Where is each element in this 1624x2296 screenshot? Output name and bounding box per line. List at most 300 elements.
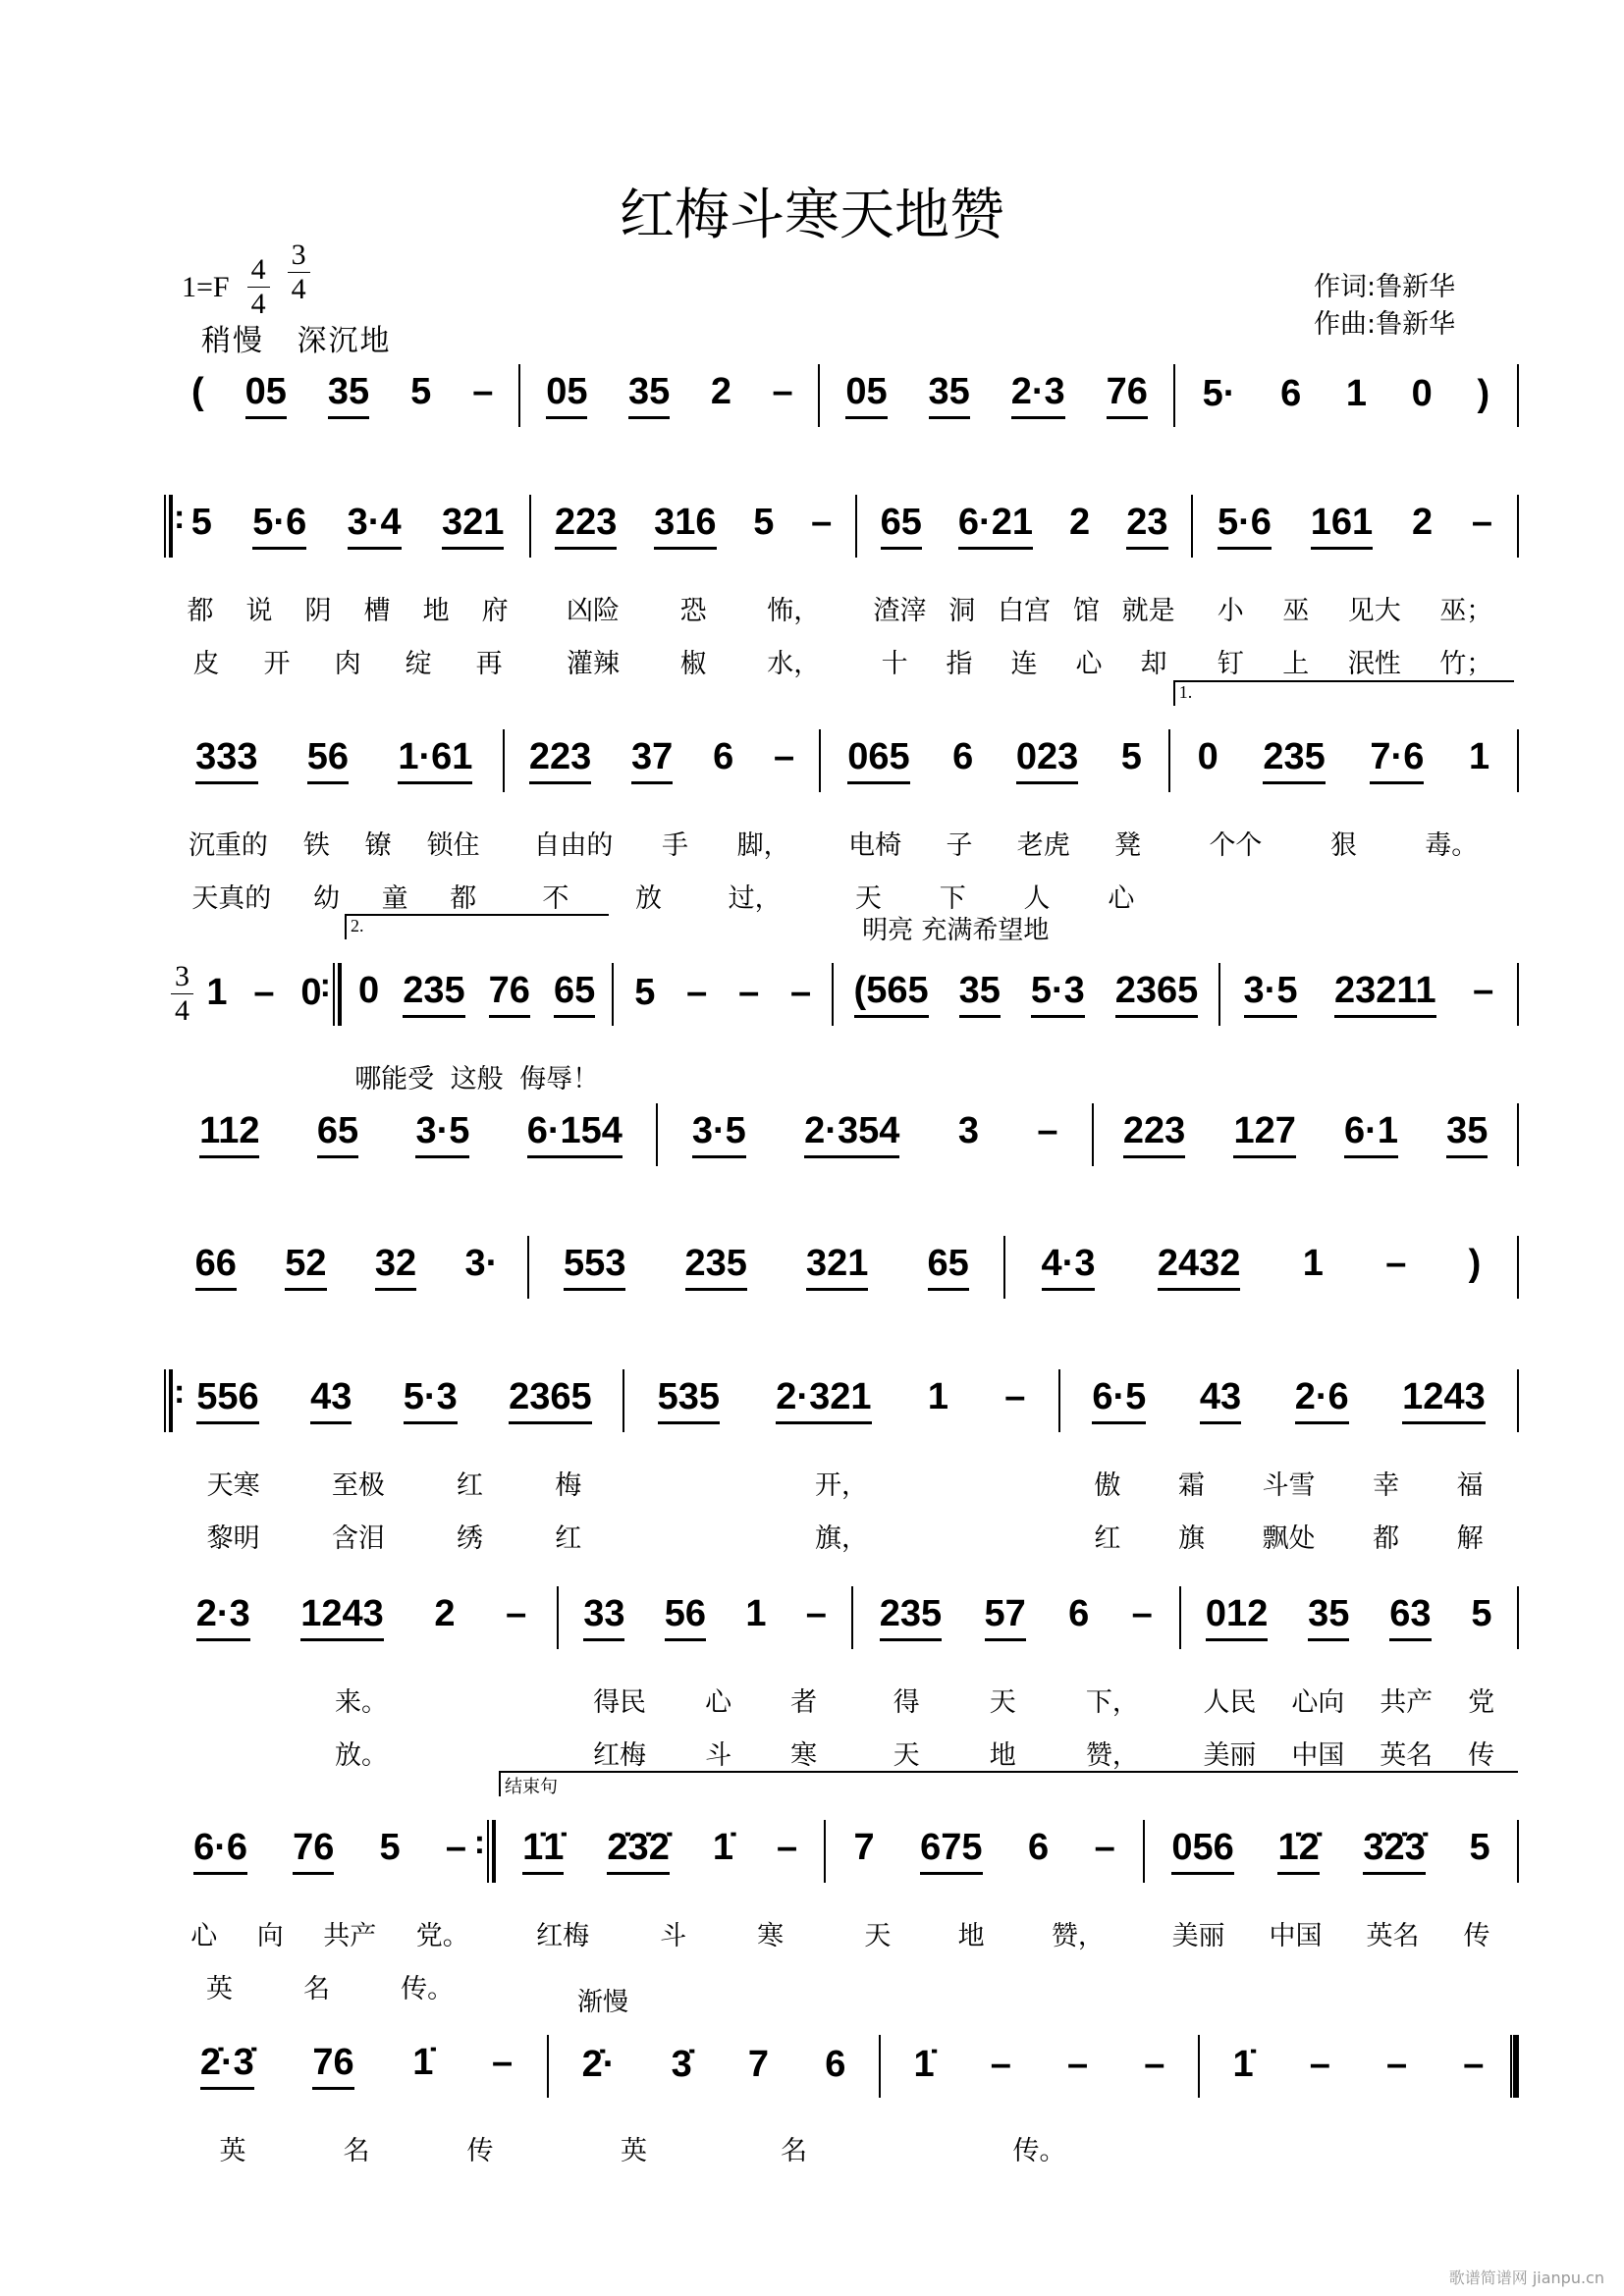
- lyric-line-2: [165, 642, 530, 680]
- key-and-time-signature: [182, 239, 310, 321]
- note: 35: [328, 370, 369, 419]
- lyric-syllable: 中国: [1291, 1740, 1345, 1771]
- lyric-syllable: 英: [621, 2136, 647, 2166]
- lyric-syllable: 自由的: [533, 830, 614, 861]
- volta-bracket: 结束句: [499, 1771, 1518, 1796]
- barline: [1517, 1103, 1519, 1166]
- barline: [1517, 729, 1519, 792]
- note-group: [548, 2021, 880, 2109]
- lyric-line-2: [1059, 1517, 1518, 1555]
- lyric-syllable: 手: [661, 830, 688, 861]
- note: 1: [927, 1376, 948, 1417]
- lyric-syllable: 美丽: [1203, 1740, 1257, 1771]
- note: 3̇2̇3̇: [1363, 1826, 1425, 1875]
- note: 5: [753, 502, 775, 543]
- note-group: [825, 1806, 1144, 1895]
- note: –: [1471, 502, 1493, 543]
- measure: [1004, 1222, 1518, 1310]
- note: 2: [710, 371, 731, 412]
- lyric-line-2: [504, 877, 821, 915]
- barline: [1510, 2035, 1519, 2098]
- note: 23: [1126, 501, 1167, 550]
- note-group: [1180, 1573, 1519, 1661]
- lyric-syllable: 红: [555, 1523, 582, 1554]
- note: ): [1477, 372, 1490, 414]
- note: 1: [1469, 736, 1490, 777]
- lyric-syllable: 小: [1217, 596, 1244, 626]
- note: –: [790, 971, 812, 1013]
- note: 2365: [509, 1375, 592, 1424]
- lyric-syllable: 天: [989, 1687, 1016, 1718]
- measure: [833, 916, 1219, 1038]
- notes-text: [534, 1242, 999, 1291]
- note: 2·321: [776, 1375, 871, 1424]
- lyric-syllable: 馆: [1072, 596, 1100, 626]
- note: 56: [665, 1592, 706, 1641]
- barline: [1517, 1236, 1519, 1299]
- notes-text: [171, 1242, 522, 1291]
- lyric-syllable: 不: [542, 883, 569, 914]
- note: –: [1067, 2043, 1089, 2085]
- note: 35: [1446, 1109, 1488, 1158]
- measure: [165, 949, 341, 1038]
- lyric-syllable: 沉重的: [188, 830, 268, 861]
- note: 056: [1171, 1826, 1233, 1875]
- note: 0: [300, 971, 322, 1013]
- lyric-syllable: 名: [303, 1974, 331, 2004]
- lyric-syllable: 钉: [1217, 649, 1244, 679]
- notes-text: [886, 2043, 1193, 2089]
- lyric-syllable: 老虎: [1016, 830, 1070, 861]
- note: –: [1309, 2043, 1330, 2085]
- note-group: [1174, 350, 1518, 439]
- note: 535: [658, 1375, 720, 1424]
- lyric-syllable: 都: [1373, 1523, 1400, 1554]
- lyric-syllable: 这般: [450, 1064, 504, 1095]
- lyric-syllable: 斗: [660, 1921, 687, 1951]
- lyric-syllable: 哪能受: [354, 1064, 435, 1095]
- lyric-syllable: 红梅: [536, 1921, 590, 1951]
- lyric-line-1: [504, 824, 821, 862]
- lyric-syllable: 绣: [457, 1523, 484, 1554]
- lyric-syllable: 人民: [1203, 1687, 1257, 1718]
- note: 5·3: [404, 1375, 458, 1424]
- note: 6·21: [958, 501, 1033, 550]
- lyric-syllable: 得民: [593, 1687, 647, 1718]
- note: 023: [1016, 735, 1078, 784]
- note: 2365: [1115, 969, 1199, 1018]
- time-top: : 3: [171, 960, 193, 994]
- lyric-line-2: [165, 1967, 495, 2005]
- note: 235: [685, 1242, 747, 1291]
- measure: [530, 481, 856, 679]
- lyric-line-2: [856, 642, 1192, 680]
- lyric-syllable: 皮: [192, 649, 220, 679]
- note: 05: [245, 370, 287, 419]
- lyric-syllable: 肉: [334, 649, 361, 679]
- note: 5·3: [1031, 969, 1085, 1018]
- measure: [1144, 1806, 1518, 1951]
- lyric-syllable: 就是: [1121, 596, 1175, 626]
- lyric-syllable: 过，: [728, 883, 782, 914]
- note: 2: [1411, 502, 1434, 543]
- lyric-syllable: 得: [893, 1687, 920, 1718]
- notes-text: [171, 735, 498, 784]
- measure: [548, 1988, 880, 2166]
- note: –: [777, 1827, 798, 1868]
- lyric-syllable: 来。: [335, 1687, 389, 1718]
- lyric-syllable: 阴: [304, 596, 332, 626]
- lyric-syllable: 椒: [679, 649, 707, 679]
- tempo-marking: 明亮 充满希望地: [862, 916, 1050, 945]
- lyric-syllable: 向: [256, 1921, 284, 1951]
- measure: [1093, 1090, 1518, 1178]
- note-group: [165, 716, 504, 804]
- notes-text: [171, 1375, 618, 1424]
- note: 0: [358, 970, 380, 1011]
- note-group: [165, 1573, 558, 1661]
- lyric-syllable: 天: [893, 1740, 920, 1771]
- lyric-syllable: 个个: [1209, 830, 1263, 861]
- barline: [1517, 1369, 1519, 1432]
- note: 5: [634, 971, 656, 1013]
- lyric-syllable: 地: [422, 596, 450, 626]
- measure: [1192, 481, 1518, 679]
- lyric-syllable: 洞: [948, 596, 976, 626]
- lyric-syllable: 锁住: [426, 830, 480, 861]
- lyric-syllable: 放: [634, 883, 662, 914]
- notes-text: [554, 2043, 874, 2089]
- lyric-syllable: 开: [263, 649, 291, 679]
- lyric-line-1: [1180, 1681, 1519, 1719]
- note: 2·3: [1011, 370, 1065, 419]
- lyric-syllable: 灌辣: [566, 649, 620, 679]
- note-group: [1192, 481, 1518, 569]
- note: –: [773, 736, 795, 777]
- measure: [165, 1090, 657, 1178]
- note: 76: [312, 2041, 353, 2090]
- note-group: [341, 949, 613, 1038]
- notes-text: [525, 370, 813, 419]
- note: 3·: [464, 1243, 499, 1284]
- note: 2̇3̇2̇: [607, 1826, 669, 1875]
- note-group: [558, 1573, 852, 1661]
- volta-bracket: 1.: [1173, 680, 1514, 706]
- note: 1̇: [913, 2043, 935, 2085]
- note: 1243: [1402, 1375, 1486, 1424]
- note: 161: [1311, 501, 1373, 550]
- note-group: [165, 1356, 623, 1444]
- note: 6·5: [1092, 1375, 1146, 1424]
- note: 6: [1280, 372, 1302, 414]
- lyric-line-1: [165, 589, 530, 627]
- note-group: [852, 1573, 1179, 1661]
- note: 1̇: [412, 2042, 434, 2083]
- notes-text: [1175, 735, 1512, 784]
- lyric-syllable: 地: [989, 1740, 1016, 1771]
- note: –: [686, 971, 708, 1013]
- lyric-syllable: 天寒: [206, 1470, 260, 1501]
- note-group: [657, 1090, 1093, 1178]
- lyric-syllable: 连: [1010, 649, 1038, 679]
- lyric-line-1: [1059, 1464, 1518, 1502]
- lyric-syllable: 白宫: [998, 596, 1052, 626]
- note-group: [1093, 1090, 1518, 1178]
- lyric-syllable: 共产: [1380, 1687, 1434, 1718]
- lyric-syllable: 解: [1456, 1523, 1484, 1554]
- lyric-syllable: 再: [475, 649, 503, 679]
- lyric-syllable: 说: [245, 596, 273, 626]
- note: 23211: [1334, 969, 1436, 1018]
- lyric-line-1: [165, 1681, 558, 1719]
- measure: [341, 916, 613, 1095]
- note: 2̇·3̇: [200, 2041, 254, 2090]
- lyric-syllable: 绽: [405, 649, 432, 679]
- lyric-syllable: 童: [381, 883, 408, 914]
- note: –: [1463, 2043, 1485, 2085]
- note: –: [1131, 1593, 1153, 1634]
- notes-text: [825, 370, 1167, 419]
- note: 3·5: [415, 1109, 469, 1158]
- note-group: [528, 1222, 1004, 1310]
- lyric-syllable: 赞，: [1051, 1921, 1105, 1951]
- lyric-line-1: [852, 1681, 1179, 1719]
- key-signature: 1=F: [182, 270, 230, 303]
- note: 333: [195, 735, 257, 784]
- note-group: [165, 1222, 528, 1310]
- note-group: [530, 481, 856, 569]
- lyric-syllable: 都: [187, 596, 214, 626]
- staff-row: [165, 481, 1518, 697]
- note: 2: [434, 1593, 456, 1634]
- lyric-syllable: 心: [190, 1921, 218, 1951]
- staff-row: [165, 1988, 1518, 2237]
- tempo-marking: 渐慢: [577, 1988, 629, 2017]
- barline: [1517, 1586, 1519, 1649]
- note: 316: [654, 501, 716, 550]
- note: –: [492, 2042, 514, 2083]
- note: 235: [1263, 735, 1325, 784]
- lyric-syllable: 心向: [1291, 1687, 1345, 1718]
- note: 05: [845, 370, 887, 419]
- note: 1243: [300, 1592, 384, 1641]
- note: 1̇1̇: [522, 1826, 564, 1875]
- lyric-syllable: 福: [1456, 1470, 1484, 1501]
- lyric-line-2: [530, 642, 856, 680]
- tempo-marking: 稍慢 深沉地: [201, 324, 392, 358]
- measure-list: [165, 916, 1518, 1095]
- note: –: [805, 1593, 827, 1634]
- measure: [504, 716, 821, 914]
- lyric-syllable: 巫；: [1439, 596, 1493, 626]
- notes-text: [171, 2041, 542, 2090]
- note: 5: [1120, 736, 1142, 777]
- notes-text: [171, 501, 524, 550]
- note: 35: [929, 370, 970, 419]
- note: 56: [307, 735, 349, 784]
- lyric-line-2: [165, 1517, 623, 1555]
- lyric-line-1: [856, 589, 1192, 627]
- note-group: [1199, 2021, 1518, 2109]
- notes-text: [663, 1109, 1087, 1158]
- measure: [165, 1806, 495, 2004]
- measure-list: [165, 1222, 1518, 1310]
- note-group: [1169, 716, 1518, 804]
- note: 65: [554, 969, 595, 1018]
- lyric-syllable: 十: [881, 649, 908, 679]
- lyric-syllable: 红: [1094, 1523, 1121, 1554]
- notes-text: [1225, 969, 1512, 1018]
- note: 5: [190, 502, 212, 543]
- lyric-syllable: 天: [854, 883, 882, 914]
- measure: [856, 481, 1192, 679]
- lyric-syllable: 心: [705, 1687, 732, 1718]
- lyric-syllable: 中国: [1269, 1921, 1323, 1951]
- note: 1: [1302, 1243, 1324, 1284]
- notes-text: [619, 971, 827, 1017]
- lyric-syllable: 传。: [1012, 2136, 1066, 2166]
- note-group: [1219, 949, 1518, 1038]
- lyric-syllable: 下: [939, 883, 966, 914]
- lyric-line-1: [548, 2129, 880, 2167]
- note: 3̇: [671, 2043, 692, 2085]
- lyric-syllable: 心: [1108, 883, 1135, 914]
- notes-text: [510, 735, 815, 784]
- note: 3: [957, 1110, 979, 1151]
- measure: [657, 1090, 1093, 1178]
- notes-text: [171, 1109, 651, 1158]
- note-group: [165, 350, 519, 439]
- song-title: 红梅斗寒天地赞: [620, 184, 1004, 247]
- note: –: [772, 371, 793, 412]
- note: : 6·6: [193, 1826, 247, 1875]
- measure: [165, 2021, 548, 2166]
- measure: [165, 1222, 528, 1310]
- lyric-syllable: 天真的: [191, 883, 272, 914]
- note-group: [165, 1806, 495, 1895]
- lyric-line-1: [825, 1914, 1144, 1952]
- note-group: [1144, 1806, 1518, 1895]
- barline: [1517, 495, 1519, 558]
- lyric-line-2: [165, 877, 504, 915]
- lyric-syllable: 英名: [1380, 1740, 1434, 1771]
- note-group: [820, 716, 1168, 804]
- note: 1̇: [712, 1827, 733, 1868]
- note: 6: [713, 736, 734, 777]
- note: 5: [410, 371, 432, 412]
- measure: [558, 1573, 852, 1771]
- note: 012: [1206, 1592, 1268, 1641]
- measure: [852, 1573, 1179, 1771]
- note: 7: [853, 1827, 875, 1868]
- measure: [1059, 1356, 1518, 1554]
- lyric-syllable: 含泪: [331, 1523, 385, 1554]
- measure-list: [165, 1090, 1518, 1178]
- lyric-syllable: 旗，: [815, 1523, 868, 1554]
- notes-text: [171, 1592, 552, 1641]
- notes-text: [171, 1826, 489, 1875]
- note: 2: [1069, 502, 1091, 543]
- note-group: [504, 716, 821, 804]
- measure: [1174, 350, 1518, 439]
- lyric-syllable: 都: [450, 883, 477, 914]
- note: –: [1473, 970, 1494, 1011]
- note: 32: [375, 1242, 416, 1291]
- measure: [1219, 949, 1518, 1038]
- note: ): [1468, 1243, 1482, 1284]
- note: 5: [379, 1827, 401, 1868]
- note: –: [1004, 1376, 1026, 1417]
- note: 4·3: [1042, 1242, 1096, 1291]
- note-group: [833, 949, 1219, 1038]
- lyric-syllable: 槽: [363, 596, 391, 626]
- lyric-syllable: 巫: [1282, 596, 1310, 626]
- lyric-line-2: [558, 1734, 852, 1772]
- notes-text: [171, 370, 514, 419]
- staff-row: [165, 1356, 1518, 1572]
- notes-text: [347, 969, 607, 1018]
- note: 223: [555, 501, 617, 550]
- notes-text: [501, 1826, 819, 1875]
- notes-text: [839, 969, 1214, 1018]
- note: 65: [881, 501, 922, 550]
- measure-list: [165, 350, 1518, 439]
- lyric-syllable: 梅: [555, 1470, 582, 1501]
- lyric-syllable: 者: [790, 1687, 818, 1718]
- time-signature-change: [171, 960, 193, 1028]
- note: (565: [854, 969, 929, 1018]
- lyric-syllable: 飘处: [1262, 1523, 1316, 1554]
- measure: [820, 716, 1168, 914]
- note: 2̇·: [581, 2043, 616, 2085]
- note: –: [1385, 1243, 1407, 1284]
- lyric-line-1: [530, 589, 856, 627]
- lyric-syllable: 泯性: [1347, 649, 1401, 679]
- note: 6: [825, 2043, 846, 2085]
- lyric-syllable: 寒: [757, 1921, 785, 1951]
- volta-bracket: 2.: [345, 914, 609, 939]
- lyric-syllable: 水，: [767, 649, 821, 679]
- note: 6: [1068, 1593, 1090, 1634]
- note: 223: [529, 735, 591, 784]
- note: 66: [195, 1242, 237, 1291]
- lyric-syllable: 英名: [1366, 1921, 1420, 1951]
- composer: 作曲:鲁新华: [1314, 309, 1456, 340]
- note-group: [880, 2021, 1199, 2109]
- lyric-syllable: 傲: [1094, 1470, 1121, 1501]
- note: 223: [1123, 1109, 1185, 1158]
- notes-text: [1065, 1375, 1512, 1424]
- lyric-syllable: 人: [1023, 883, 1051, 914]
- note: 76: [489, 969, 530, 1018]
- note-group: [623, 1356, 1059, 1444]
- notes-text: [1150, 1826, 1512, 1875]
- note: –: [506, 1593, 527, 1634]
- note-group: [819, 350, 1173, 439]
- notes-text: [193, 971, 335, 1017]
- note-group: [165, 1090, 657, 1178]
- measure: [165, 716, 504, 914]
- lyricist: 作词:鲁新华: [1314, 272, 1456, 302]
- note: 1̇2̇: [1277, 1826, 1319, 1875]
- lyric-syllable: 传: [1468, 1740, 1495, 1771]
- notes-text: [1205, 2043, 1512, 2089]
- note: –: [1144, 2043, 1165, 2085]
- note: 5: [1469, 1827, 1490, 1868]
- measure: [519, 350, 819, 439]
- lyric-line-1: [165, 1464, 623, 1502]
- note: 2·354: [804, 1109, 899, 1158]
